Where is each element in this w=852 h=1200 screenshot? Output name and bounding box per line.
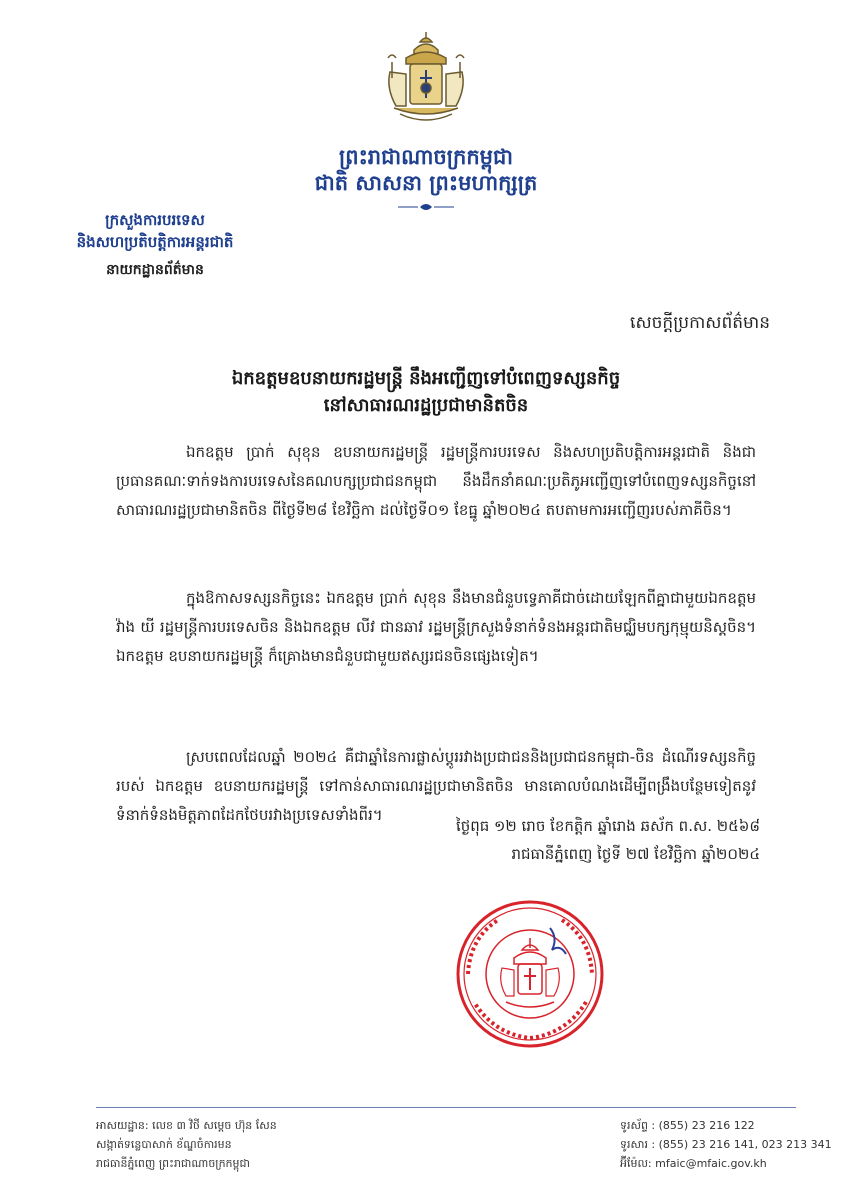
national-motto: ជាតិ សាសនា ព្រះមហាក្សត្រ bbox=[314, 171, 538, 195]
ornament-divider-icon bbox=[396, 198, 456, 210]
footer-contact bbox=[620, 1116, 832, 1173]
department-name: នាយកដ្ឋានព័ត៌មាន bbox=[106, 262, 204, 278]
address-line: អាសយដ្ឋាន: លេខ ៣ វិថី សម្ដេច ហ៊ុន សែន bbox=[96, 1119, 277, 1132]
body-paragraph-1: ឯកឧត្តម ប្រាក់ សុខុន ឧបនាយករដ្ឋមន្ត្រី រដ្ឋមន្ត្រីការបរទេស និងសហប្រតិបត្តិការអន្តរជាតិ និងជាប្រធានគណៈទាក់ទងការបរទេសនៃគណបក្សប្រជាជនកម្ពុជា នឹងដឹកនាំគណៈប្រតិភូអញ្ជើញទៅបំពេញទស្សនកិច្ចនៅសាធារណរដ្ឋប្រជាមានិតចិន ពីថ្ងៃទី២៨ ខែវិច្ឆិកា ដល់ថ្ងៃទី០១ ខែធ្នូ ឆ្នាំ២០២៤ តបតាមការអញ្ជើញរបស់ភាគីចិន។ bbox=[116, 443, 756, 519]
footer-address bbox=[96, 1116, 277, 1173]
official-seal-icon bbox=[454, 898, 606, 1050]
body-paragraph-3: ស្របពេលដែលឆ្នាំ ២០២៤ គឺជាឆ្នាំនៃការផ្លាស់ប្ដូររវាងប្រជាជននិងប្រជាជនកម្ពុជា-ចិន ដំណើរទស្សនកិច្ចរបស់ ឯកឧត្តម ឧបនាយករដ្ឋមន្ត្រី ទៅកាន់សាធារណរដ្ឋប្រជាមានិតចិន មានគោលបំណងដើម្បីពង្រឹងបន្ថែមទៀតនូវទំនាក់ទំនងមិត្តភាពដែកថែបរវាងប្រទេសទាំងពីរ។ bbox=[116, 748, 756, 824]
body-paragraph-2: ក្នុងឱកាសទស្សនកិច្ចនេះ ឯកឧត្តម ប្រាក់ សុខុន នឹងមានជំនួបទ្វេភាគីជាច់ដោយឡែកពីគ្នាជាមួយឯកឧត្តម វ៉ាង យី រដ្ឋមន្ត្រីការបរទេសចិន និងឯកឧត្តម លីវ ជានឆាវ រដ្ឋមន្ត្រីក្រសួងទំនាក់ទំនងអន្តរជាតិមជ្ឈិមបក្សកុម្មុយនិស្តចិន។ ឯកឧត្តម ឧបនាយករដ្ឋមន្ត្រី ក៏គ្រោងមានជំនួបជាមួយឥស្សរជនចិនផ្សេងទៀត។ bbox=[116, 589, 756, 665]
address-line: សង្កាត់ទន្លេបាសាក់ ខ័ណ្ឌចំការមន bbox=[96, 1138, 232, 1151]
place-and-date: រាជធានីភ្នំពេញ ថ្ងៃទី ២៧ ខែវិច្ឆិកា ឆ្នាំ២០២៤ bbox=[511, 845, 760, 863]
fax-number: ទូរសារ : (855) 23 216 141, 023 213 341 bbox=[620, 1138, 832, 1151]
phone-number: ទូរស័ព្ទ : (855) 23 216 122 bbox=[620, 1119, 755, 1132]
ministry-name: ក្រសួងការបរទេស bbox=[105, 211, 205, 229]
press-release-title: ឯកឧត្តមឧបនាយករដ្ឋមន្ត្រី នឹងអញ្ជើញទៅបំពេញទស្សនកិច្ច bbox=[231, 368, 621, 389]
email-address: អ៊ីម៉ែល: mfaic@mfaic.gov.kh bbox=[620, 1157, 767, 1170]
address-line: រាជធានីភ្នំពេញ ព្រះរាជាណាចក្រកម្ពុជា bbox=[96, 1157, 250, 1170]
press-release-title-line2: នៅសាធារណរដ្ឋប្រជាមានិតចិន bbox=[323, 395, 529, 416]
document-type-label: សេចក្ដីប្រកាសព័ត៌មាន bbox=[630, 313, 770, 333]
royal-emblem-icon bbox=[380, 28, 472, 128]
ministry-name-line2: និងសហប្រតិបត្តិការអន្តរជាតិ bbox=[76, 233, 234, 251]
lunar-date: ថ្ងៃពុធ ១២ រោច ខែកត្ដិក ឆ្នាំរោង ឆស័ក ព.ស. ២៥៦៨ bbox=[455, 817, 760, 835]
footer-divider bbox=[96, 1107, 796, 1108]
kingdom-title: ព្រះរាជាណាចក្រកម្ពុជា bbox=[338, 145, 513, 169]
